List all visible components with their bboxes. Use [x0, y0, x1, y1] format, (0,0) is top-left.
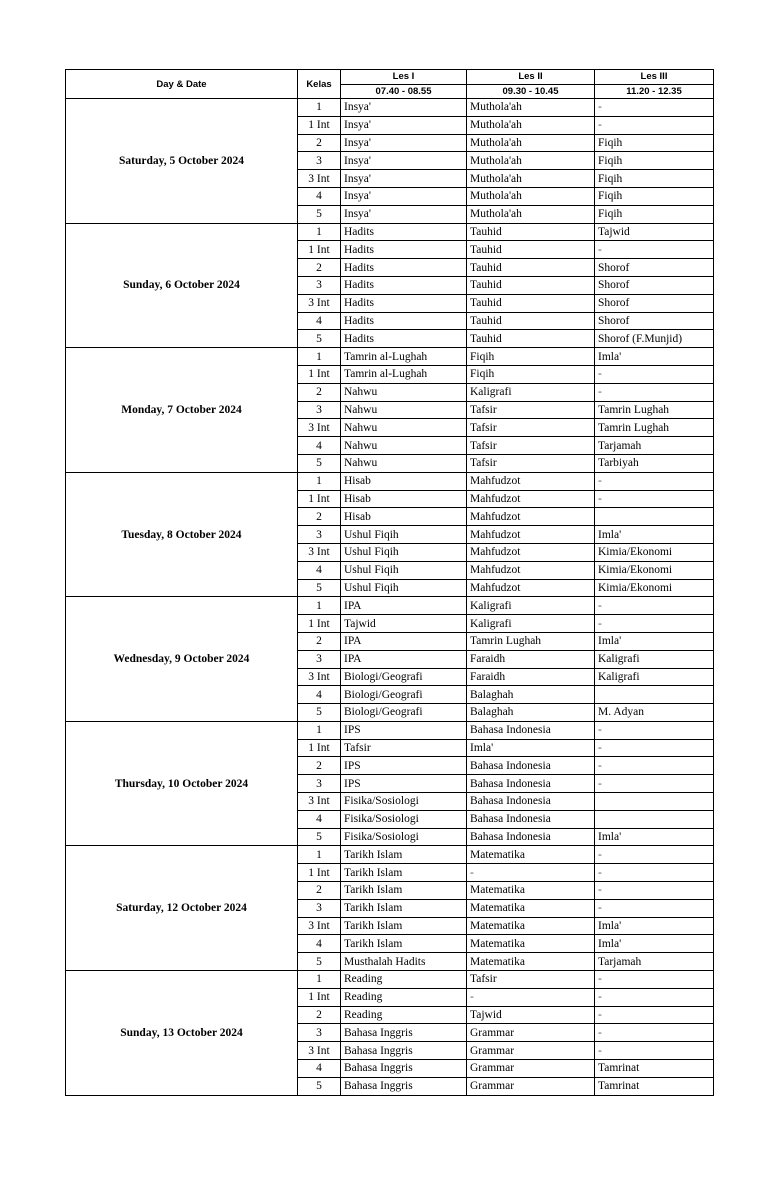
- les3-cell: -: [595, 490, 714, 508]
- les2-cell: Grammar: [467, 1077, 595, 1095]
- les1-cell: Bahasa Inggris: [341, 1024, 467, 1042]
- day-date-cell: Saturday, 5 October 2024: [66, 99, 298, 224]
- les2-cell: Bahasa Indonesia: [467, 757, 595, 775]
- les3-cell: -: [595, 99, 714, 117]
- les1-cell: Bahasa Inggris: [341, 1042, 467, 1060]
- les3-cell: -: [595, 1006, 714, 1024]
- les1-cell: IPS: [341, 775, 467, 793]
- kelas-cell: 4: [298, 561, 341, 579]
- les3-cell: -: [595, 1042, 714, 1060]
- les1-cell: Hadits: [341, 330, 467, 348]
- les1-cell: Hisab: [341, 508, 467, 526]
- les1-cell: Nahwu: [341, 437, 467, 455]
- les2-cell: Matematika: [467, 882, 595, 900]
- les1-cell: IPS: [341, 757, 467, 775]
- les2-cell: Tauhid: [467, 276, 595, 294]
- les3-cell: -: [595, 241, 714, 259]
- les1-cell: Reading: [341, 988, 467, 1006]
- kelas-cell: 4: [298, 686, 341, 704]
- kelas-cell: 2: [298, 632, 341, 650]
- les3-cell: Shorof: [595, 294, 714, 312]
- les3-cell: Imla': [595, 917, 714, 935]
- les1-cell: Ushul Fiqih: [341, 526, 467, 544]
- les2-cell: Tauhid: [467, 223, 595, 241]
- schedule-body: [66, 99, 714, 1096]
- les2-cell: Tauhid: [467, 312, 595, 330]
- les3-cell: [595, 810, 714, 828]
- les1-cell: Tamrin al-Lughah: [341, 365, 467, 383]
- les2-cell: Bahasa Indonesia: [467, 828, 595, 846]
- les1-cell: Tajwid: [341, 615, 467, 633]
- les2-cell: Bahasa Indonesia: [467, 775, 595, 793]
- kelas-cell: 1 Int: [298, 116, 341, 134]
- les2-cell: Fiqih: [467, 348, 595, 366]
- les2-cell: Mahfudzot: [467, 508, 595, 526]
- les1-cell: Tafsir: [341, 739, 467, 757]
- les2-cell: Muthola'ah: [467, 187, 595, 205]
- les2-cell: Grammar: [467, 1042, 595, 1060]
- les3-cell: [595, 508, 714, 526]
- les3-cell: Tajwid: [595, 223, 714, 241]
- les3-cell: Fiqih: [595, 205, 714, 223]
- day-date-cell: Tuesday, 8 October 2024: [66, 472, 298, 597]
- les1-cell: Hisab: [341, 472, 467, 490]
- day-date-cell: Sunday, 6 October 2024: [66, 223, 298, 348]
- les3-cell: Imla': [595, 935, 714, 953]
- les1-cell: Fisika/Sosiologi: [341, 793, 467, 811]
- les3-cell: Kaligrafi: [595, 668, 714, 686]
- header-les2-time: 09.30 - 10.45: [467, 84, 595, 99]
- les2-cell: -: [467, 864, 595, 882]
- les3-cell: [595, 686, 714, 704]
- les2-cell: Mahfudzot: [467, 579, 595, 597]
- les1-cell: Insya': [341, 134, 467, 152]
- kelas-cell: 5: [298, 454, 341, 472]
- schedule-row: [66, 223, 714, 241]
- les3-cell: [595, 793, 714, 811]
- les1-cell: Insya': [341, 187, 467, 205]
- les3-cell: Shorof: [595, 259, 714, 277]
- les3-cell: Kaligrafi: [595, 650, 714, 668]
- les2-cell: Matematika: [467, 899, 595, 917]
- les2-cell: -: [467, 988, 595, 1006]
- kelas-cell: 1 Int: [298, 988, 341, 1006]
- kelas-cell: 3: [298, 775, 341, 793]
- les1-cell: Nahwu: [341, 401, 467, 419]
- day-date-cell: Monday, 7 October 2024: [66, 348, 298, 473]
- les1-cell: Ushul Fiqih: [341, 543, 467, 561]
- les1-cell: Hadits: [341, 294, 467, 312]
- les3-cell: -: [595, 864, 714, 882]
- les1-cell: Nahwu: [341, 419, 467, 437]
- les3-cell: Imla': [595, 348, 714, 366]
- les1-cell: Musthalah Hadits: [341, 953, 467, 971]
- kelas-cell: 3: [298, 276, 341, 294]
- les1-cell: Hadits: [341, 276, 467, 294]
- les2-cell: Bahasa Indonesia: [467, 721, 595, 739]
- les2-cell: Tafsir: [467, 419, 595, 437]
- les3-cell: Tamrinat: [595, 1060, 714, 1078]
- kelas-cell: 1: [298, 223, 341, 241]
- les3-cell: M. Adyan: [595, 704, 714, 722]
- les2-cell: Tajwid: [467, 1006, 595, 1024]
- les3-cell: Kimia/Ekonomi: [595, 561, 714, 579]
- les3-cell: Imla': [595, 632, 714, 650]
- les3-cell: -: [595, 721, 714, 739]
- les1-cell: Ushul Fiqih: [341, 579, 467, 597]
- les2-cell: Mahfudzot: [467, 561, 595, 579]
- les1-cell: Insya': [341, 152, 467, 170]
- kelas-cell: 3 Int: [298, 294, 341, 312]
- kelas-cell: 1 Int: [298, 739, 341, 757]
- kelas-cell: 3 Int: [298, 793, 341, 811]
- schedule-row: [66, 348, 714, 366]
- les3-cell: -: [595, 971, 714, 989]
- les1-cell: IPA: [341, 632, 467, 650]
- kelas-cell: 1: [298, 971, 341, 989]
- les1-cell: Tarikh Islam: [341, 864, 467, 882]
- les1-cell: IPA: [341, 597, 467, 615]
- les2-cell: Tauhid: [467, 330, 595, 348]
- day-date-cell: Saturday, 12 October 2024: [66, 846, 298, 971]
- les2-cell: Kaligrafi: [467, 383, 595, 401]
- les2-cell: Faraidh: [467, 650, 595, 668]
- les3-cell: -: [595, 757, 714, 775]
- les3-cell: Shorof: [595, 276, 714, 294]
- les2-cell: Matematika: [467, 953, 595, 971]
- les1-cell: Ushul Fiqih: [341, 561, 467, 579]
- les3-cell: -: [595, 597, 714, 615]
- kelas-cell: 1: [298, 846, 341, 864]
- les3-cell: Tamrinat: [595, 1077, 714, 1095]
- les2-cell: Kaligrafi: [467, 597, 595, 615]
- les3-cell: Imla': [595, 526, 714, 544]
- les1-cell: Tarikh Islam: [341, 935, 467, 953]
- kelas-cell: 3 Int: [298, 917, 341, 935]
- les2-cell: Tafsir: [467, 454, 595, 472]
- les3-cell: -: [595, 739, 714, 757]
- les1-cell: Insya': [341, 99, 467, 117]
- les1-cell: Hadits: [341, 312, 467, 330]
- header-les2: Les II: [467, 70, 595, 85]
- kelas-cell: 2: [298, 259, 341, 277]
- kelas-cell: 3 Int: [298, 170, 341, 188]
- les3-cell: -: [595, 775, 714, 793]
- les2-cell: Grammar: [467, 1060, 595, 1078]
- les2-cell: Fiqih: [467, 365, 595, 383]
- schedule-row: [66, 597, 714, 615]
- les1-cell: Reading: [341, 1006, 467, 1024]
- les2-cell: Balaghah: [467, 686, 595, 704]
- les3-cell: Fiqih: [595, 152, 714, 170]
- kelas-cell: 2: [298, 1006, 341, 1024]
- kelas-cell: 5: [298, 953, 341, 971]
- schedule-row: [66, 472, 714, 490]
- kelas-cell: 2: [298, 134, 341, 152]
- les2-cell: Bahasa Indonesia: [467, 793, 595, 811]
- schedule-row: [66, 99, 714, 117]
- kelas-cell: 4: [298, 935, 341, 953]
- day-date-cell: Sunday, 13 October 2024: [66, 971, 298, 1096]
- les3-cell: -: [595, 383, 714, 401]
- kelas-cell: 1 Int: [298, 365, 341, 383]
- schedule-table: [65, 69, 714, 1096]
- les1-cell: Hisab: [341, 490, 467, 508]
- kelas-cell: 5: [298, 1077, 341, 1095]
- les1-cell: Insya': [341, 170, 467, 188]
- kelas-cell: 5: [298, 704, 341, 722]
- kelas-cell: 3: [298, 526, 341, 544]
- les1-cell: Hadits: [341, 241, 467, 259]
- schedule-row: [66, 721, 714, 739]
- les3-cell: -: [595, 615, 714, 633]
- les3-cell: Fiqih: [595, 134, 714, 152]
- les2-cell: Kaligrafi: [467, 615, 595, 633]
- les1-cell: Insya': [341, 116, 467, 134]
- les3-cell: -: [595, 472, 714, 490]
- les2-cell: Bahasa Indonesia: [467, 810, 595, 828]
- kelas-cell: 2: [298, 383, 341, 401]
- les1-cell: Bahasa Inggris: [341, 1077, 467, 1095]
- les3-cell: -: [595, 1024, 714, 1042]
- kelas-cell: 3: [298, 1024, 341, 1042]
- les2-cell: Muthola'ah: [467, 170, 595, 188]
- les1-cell: Fisika/Sosiologi: [341, 828, 467, 846]
- les1-cell: Hadits: [341, 259, 467, 277]
- kelas-cell: 5: [298, 579, 341, 597]
- schedule-row: [66, 971, 714, 989]
- header-les3: Les III: [595, 70, 714, 85]
- les1-cell: Tarikh Islam: [341, 899, 467, 917]
- les2-cell: Muthola'ah: [467, 205, 595, 223]
- kelas-cell: 3 Int: [298, 543, 341, 561]
- kelas-cell: 2: [298, 882, 341, 900]
- les2-cell: Tauhid: [467, 241, 595, 259]
- kelas-cell: 2: [298, 757, 341, 775]
- les2-cell: Grammar: [467, 1024, 595, 1042]
- les2-cell: Faraidh: [467, 668, 595, 686]
- les1-cell: Reading: [341, 971, 467, 989]
- kelas-cell: 3 Int: [298, 419, 341, 437]
- les3-cell: Shorof: [595, 312, 714, 330]
- kelas-cell: 1: [298, 99, 341, 117]
- kelas-cell: 1: [298, 721, 341, 739]
- les2-cell: Tauhid: [467, 259, 595, 277]
- les2-cell: Tafsir: [467, 971, 595, 989]
- les1-cell: Bahasa Inggris: [341, 1060, 467, 1078]
- kelas-cell: 3: [298, 152, 341, 170]
- les2-cell: Mahfudzot: [467, 526, 595, 544]
- les2-cell: Balaghah: [467, 704, 595, 722]
- kelas-cell: 4: [298, 437, 341, 455]
- les2-cell: Muthola'ah: [467, 152, 595, 170]
- kelas-cell: 3: [298, 401, 341, 419]
- les1-cell: Hadits: [341, 223, 467, 241]
- schedule-header: [66, 70, 714, 99]
- les3-cell: -: [595, 899, 714, 917]
- day-date-cell: Thursday, 10 October 2024: [66, 721, 298, 846]
- kelas-cell: 1 Int: [298, 864, 341, 882]
- kelas-cell: 4: [298, 312, 341, 330]
- les1-cell: Tarikh Islam: [341, 917, 467, 935]
- kelas-cell: 1 Int: [298, 490, 341, 508]
- les1-cell: IPA: [341, 650, 467, 668]
- les3-cell: -: [595, 846, 714, 864]
- les2-cell: Muthola'ah: [467, 116, 595, 134]
- les1-cell: Tamrin al-Lughah: [341, 348, 467, 366]
- les3-cell: Tamrin Lughah: [595, 401, 714, 419]
- les3-cell: Tarjamah: [595, 953, 714, 971]
- les3-cell: Tarjamah: [595, 437, 714, 455]
- header-les1: Les I: [341, 70, 467, 85]
- les1-cell: Nahwu: [341, 454, 467, 472]
- les1-cell: IPS: [341, 721, 467, 739]
- les3-cell: -: [595, 882, 714, 900]
- kelas-cell: 3: [298, 899, 341, 917]
- les2-cell: Tamrin Lughah: [467, 632, 595, 650]
- les2-cell: Tafsir: [467, 437, 595, 455]
- kelas-cell: 5: [298, 330, 341, 348]
- les2-cell: Muthola'ah: [467, 134, 595, 152]
- kelas-cell: 4: [298, 187, 341, 205]
- les1-cell: Biologi/Geografi: [341, 704, 467, 722]
- les3-cell: -: [595, 988, 714, 1006]
- les3-cell: Tarbiyah: [595, 454, 714, 472]
- les2-cell: Muthola'ah: [467, 99, 595, 117]
- les1-cell: Biologi/Geografi: [341, 686, 467, 704]
- kelas-cell: 3 Int: [298, 668, 341, 686]
- schedule-row: [66, 846, 714, 864]
- les2-cell: Matematika: [467, 935, 595, 953]
- les3-cell: Fiqih: [595, 187, 714, 205]
- les2-cell: Matematika: [467, 917, 595, 935]
- les1-cell: Biologi/Geografi: [341, 668, 467, 686]
- header-row-top: [66, 70, 714, 85]
- day-date-cell: Wednesday, 9 October 2024: [66, 597, 298, 722]
- les2-cell: Tafsir: [467, 401, 595, 419]
- header-day-date: Day & Date: [66, 70, 298, 99]
- les2-cell: Matematika: [467, 846, 595, 864]
- les1-cell: Tarikh Islam: [341, 846, 467, 864]
- kelas-cell: 1: [298, 348, 341, 366]
- les3-cell: -: [595, 116, 714, 134]
- les3-cell: Fiqih: [595, 170, 714, 188]
- kelas-cell: 3 Int: [298, 1042, 341, 1060]
- header-kelas: Kelas: [298, 70, 341, 99]
- les1-cell: Nahwu: [341, 383, 467, 401]
- les2-cell: Mahfudzot: [467, 543, 595, 561]
- kelas-cell: 4: [298, 810, 341, 828]
- kelas-cell: 5: [298, 205, 341, 223]
- les3-cell: Kimia/Ekonomi: [595, 579, 714, 597]
- les3-cell: Imla': [595, 828, 714, 846]
- kelas-cell: 1: [298, 472, 341, 490]
- header-les1-time: 07.40 - 08.55: [341, 84, 467, 99]
- les3-cell: -: [595, 365, 714, 383]
- kelas-cell: 4: [298, 1060, 341, 1078]
- les2-cell: Mahfudzot: [467, 472, 595, 490]
- les2-cell: Mahfudzot: [467, 490, 595, 508]
- les1-cell: Fisika/Sosiologi: [341, 810, 467, 828]
- header-les3-time: 11.20 - 12.35: [595, 84, 714, 99]
- kelas-cell: 3: [298, 650, 341, 668]
- les2-cell: Imla': [467, 739, 595, 757]
- kelas-cell: 1: [298, 597, 341, 615]
- les1-cell: Insya': [341, 205, 467, 223]
- les3-cell: Tamrin Lughah: [595, 419, 714, 437]
- kelas-cell: 5: [298, 828, 341, 846]
- les3-cell: Shorof (F.Munjid): [595, 330, 714, 348]
- kelas-cell: 2: [298, 508, 341, 526]
- les3-cell: Kimia/Ekonomi: [595, 543, 714, 561]
- les1-cell: Tarikh Islam: [341, 882, 467, 900]
- kelas-cell: 1 Int: [298, 241, 341, 259]
- kelas-cell: 1 Int: [298, 615, 341, 633]
- les2-cell: Tauhid: [467, 294, 595, 312]
